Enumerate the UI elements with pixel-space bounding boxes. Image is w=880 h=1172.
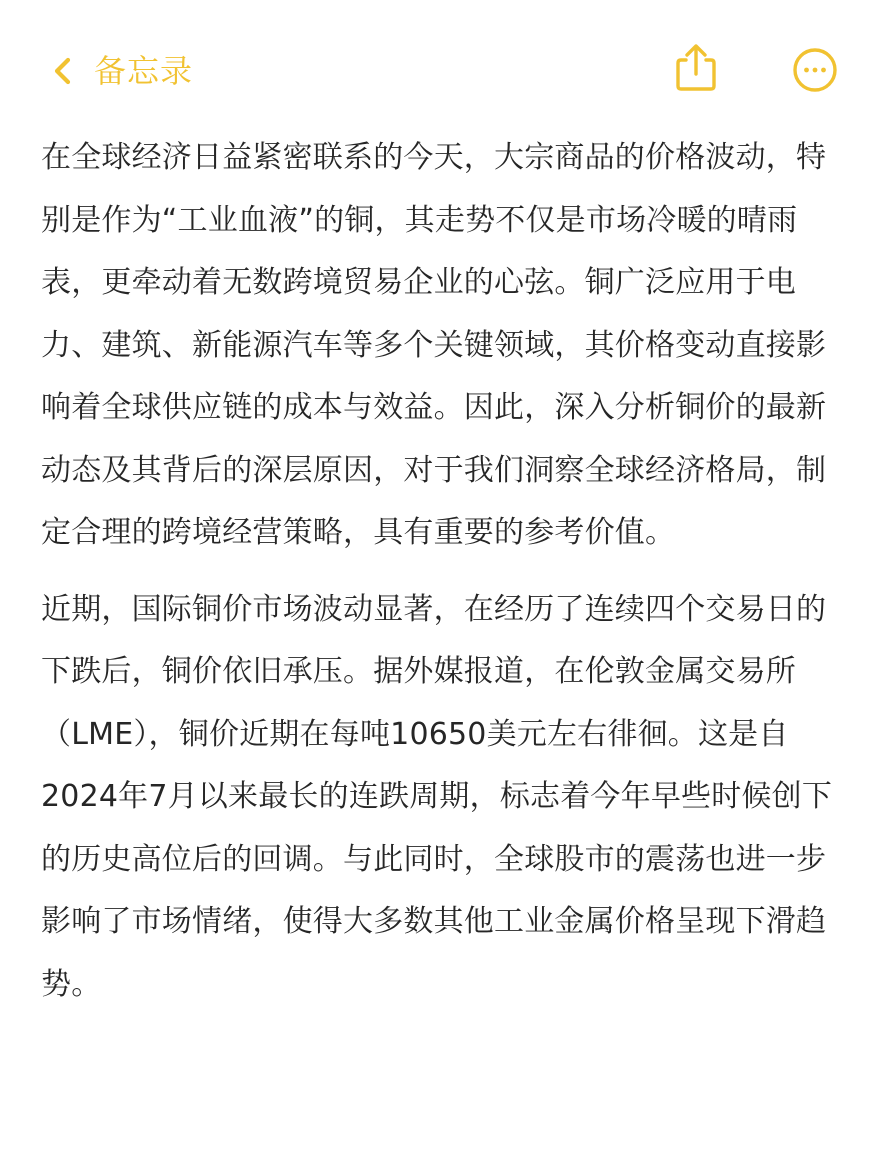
note-paragraph-1: 在全球经济日益紧密联系的今天，大宗商品的价格波动，特别是作为“工业血液”的铜，其走势不仅是市场冷暖的晴雨表，更牵动着无数跨境贸易企业的心弦。铜广泛应用于电力、建筑、新能源汽车等多个关键领域，其价格变动直接影响着全球供应链的成本与效益。因此，深入分析铜价的最新动态及其背后的深层原因，对于我们洞察全球经济格局，制定合理的跨境经营策略，具有重要的参考价值。 <box>41 140 827 550</box>
note-paragraph-2: 近期，国际铜价市场波动显著，在经历了连续四个交易日的下跌后，铜价依旧承压。据外媒报道，在伦敦金属交易所（LME），铜价近期在每吨10650美元左右徘徊。这是自2024年7月以来最长的连跌周期，标志着今年早些时候创下的历史高位后的回调。与此同时，全球股市的震荡也进一步影响了市场情绪，使得大多数其他工业金属价格呈现下滑趋势。 <box>41 591 833 1002</box>
more-icon-dot-middle <box>813 68 818 73</box>
navigation-bar <box>0 0 880 140</box>
share-button[interactable] <box>672 40 720 96</box>
chevron-left-icon <box>48 54 78 88</box>
share-icon-arrow <box>687 46 705 74</box>
share-icon <box>672 40 720 96</box>
more-icon-dot-right <box>821 68 826 73</box>
back-label: 备忘录 <box>94 52 194 90</box>
chevron-left-icon-stroke <box>57 60 68 82</box>
more-icon-dot-left <box>804 68 809 73</box>
more-icon <box>791 46 839 94</box>
more-button[interactable] <box>791 46 839 94</box>
note-body[interactable] <box>41 127 841 1016</box>
back-button[interactable] <box>48 46 193 96</box>
